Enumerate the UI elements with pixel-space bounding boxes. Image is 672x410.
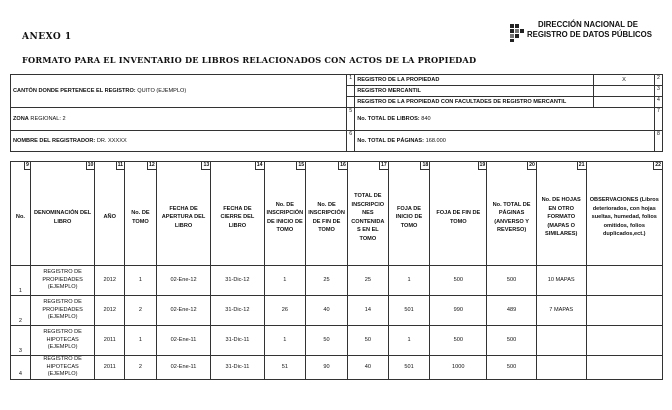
table-cell: 500 — [487, 326, 537, 356]
total-libros-value: 840 — [421, 116, 431, 122]
table-row — [11, 296, 663, 326]
table-cell: 31-Dic-11 — [211, 326, 264, 356]
logo-icon — [510, 24, 526, 42]
column-header — [125, 162, 157, 266]
table-cell — [536, 326, 586, 356]
table-cell: REGISTRO DE HIPOTECAS (EJEMPLO) — [30, 326, 95, 356]
table-row — [11, 356, 663, 380]
column-label: No. DE TOMO — [131, 210, 150, 225]
table-cell: 990 — [430, 296, 487, 326]
logo-line-1: DIRECCIÓN NACIONAL DE — [538, 20, 638, 29]
logo — [510, 20, 660, 48]
column-label: No. DE HOJAS EN OTRO FORMATO (MAPAS O SIMILARES) — [541, 197, 581, 238]
column-header — [11, 162, 31, 266]
table-cell: 40 — [306, 296, 348, 326]
column-header — [211, 162, 264, 266]
column-header — [306, 162, 348, 266]
canton-label: CANTÓN DONDE PERTENECE EL REGISTRO: — [13, 88, 136, 94]
field-number: 7 — [654, 108, 662, 131]
nombre-value: DR. XXXXX — [96, 138, 127, 144]
table-row — [11, 326, 663, 356]
column-label: OBSERVACIONES (Libros deteriorados, con hojas sueltas, humedad, folios omitidos, folios duplicados,ect.) — [589, 197, 659, 238]
table-cell: 4 — [11, 356, 31, 380]
reg-propiedad-mark: X — [594, 75, 655, 86]
field-number: 8 — [654, 131, 662, 152]
field-number: 6 — [347, 131, 355, 152]
annex-label: ANEXO 1 — [22, 32, 72, 42]
nombre-label: NOMBRE DEL REGISTRADOR: — [13, 138, 96, 144]
column-header — [388, 162, 429, 266]
column-number: 12 — [149, 162, 155, 168]
column-header — [586, 162, 662, 266]
table-cell: 50 — [347, 326, 388, 356]
column-number: 15 — [298, 162, 305, 168]
table-cell — [586, 266, 662, 296]
canton-cell — [11, 75, 347, 108]
table-cell: 500 — [430, 266, 487, 296]
table-cell: REGISTRO DE PROPIEDADES (EJEMPLO) — [30, 296, 95, 326]
table-cell: 1 — [125, 266, 157, 296]
table-cell: 25 — [347, 266, 388, 296]
reg-mercantil-mark — [594, 86, 655, 97]
total-paginas-cell — [355, 131, 655, 152]
table-cell: 2011 — [95, 326, 125, 356]
table-cell: 2 — [11, 296, 31, 326]
column-header — [156, 162, 210, 266]
table-cell: 501 — [388, 296, 429, 326]
column-number: 19 — [479, 162, 486, 168]
field-number: 2 — [654, 75, 662, 86]
table-cell: 2012 — [95, 266, 125, 296]
table-cell — [586, 296, 662, 326]
column-number: 18 — [422, 162, 429, 168]
table-cell: 25 — [306, 266, 348, 296]
table-cell: 90 — [306, 356, 348, 380]
column-header — [347, 162, 388, 266]
column-number: 16 — [340, 162, 346, 168]
column-number: 20 — [529, 162, 535, 168]
table-cell: 1 — [11, 266, 31, 296]
table-cell: 2012 — [95, 296, 125, 326]
document-title: FORMATO PARA EL INVENTARIO DE LIBROS RELACIONADOS CON ACTOS DE LA PROPIEDAD — [22, 55, 477, 65]
table-cell: 2 — [125, 296, 157, 326]
table-cell: 501 — [388, 356, 429, 380]
header-info-table — [10, 74, 663, 152]
column-number: 22 — [655, 162, 661, 168]
table-cell: 1000 — [430, 356, 487, 380]
table-cell: 26 — [264, 296, 306, 326]
column-number: 10 — [87, 162, 94, 168]
table-cell: 02-Ene-11 — [156, 356, 210, 380]
inventory-table — [10, 161, 663, 380]
total-paginas-value: 168.000 — [425, 138, 446, 144]
table-cell: 31-Dic-12 — [211, 296, 264, 326]
column-header — [264, 162, 306, 266]
table-header-row — [11, 162, 663, 266]
table-cell: 51 — [264, 356, 306, 380]
table-cell: 7 MAPAS — [536, 296, 586, 326]
table-cell: 1 — [388, 266, 429, 296]
column-label: FOJA DE FIN DE TOMO — [436, 210, 481, 225]
column-label: FECHA DE APERTURA DEL LIBRO — [161, 205, 206, 229]
zona-label: ZONA — [13, 116, 29, 122]
column-label: FECHA DE CIERRE DEL LIBRO — [220, 205, 255, 229]
table-cell: REGISTRO DE PROPIEDADES (EJEMPLO) — [30, 266, 95, 296]
column-header — [95, 162, 125, 266]
table-cell: 31-Dic-12 — [211, 266, 264, 296]
canton-value: QUITO (EJEMPLO) — [137, 88, 187, 94]
column-number: 14 — [256, 162, 263, 168]
column-header — [536, 162, 586, 266]
column-label: AÑO — [103, 214, 116, 221]
table-cell — [586, 356, 662, 380]
column-number: 17 — [381, 162, 387, 168]
column-number: 21 — [578, 162, 585, 168]
field-number: 3 — [654, 86, 662, 97]
table-cell: 40 — [347, 356, 388, 380]
table-cell: 500 — [430, 326, 487, 356]
column-header — [487, 162, 537, 266]
table-cell: 1 — [388, 326, 429, 356]
table-cell: 1 — [264, 266, 306, 296]
table-cell: 50 — [306, 326, 348, 356]
table-cell: 3 — [11, 326, 31, 356]
table-cell: 500 — [487, 266, 537, 296]
table-cell: 489 — [487, 296, 537, 326]
field-number: 4 — [654, 97, 662, 108]
table-cell: 1 — [125, 326, 157, 356]
column-header — [430, 162, 487, 266]
total-libros-label: No. TOTAL DE LIBROS: — [357, 116, 420, 122]
table-cell: 2 — [125, 356, 157, 380]
column-label: No. DE INSCRIPCIÓN DE FIN DE TOMO — [308, 201, 345, 233]
column-label: DENOMINACIÓN DEL LIBRO — [34, 210, 92, 225]
zona-value: REGIONAL: 2 — [30, 116, 66, 122]
column-label: No. — [15, 214, 25, 221]
table-cell: 2011 — [95, 356, 125, 380]
column-label: No. TOTAL DE PÁGINAS (ANVERSO Y REVERSO) — [492, 201, 531, 233]
zona-cell — [11, 108, 347, 131]
reg-mercantil-label: REGISTRO MERCANTIL — [355, 86, 594, 97]
table-cell: 02-Ene-12 — [156, 266, 210, 296]
table-cell: 1 — [264, 326, 306, 356]
column-number: 13 — [203, 162, 210, 168]
column-number: 9 — [25, 162, 29, 168]
column-label: FOJA DE INICIO DE TOMO — [395, 205, 423, 229]
column-number: 11 — [117, 162, 124, 168]
table-cell: 02-Ene-12 — [156, 296, 210, 326]
table-cell: 500 — [487, 356, 537, 380]
column-label: TOTAL DE INSCRIPCIO NES CONTENIDA S EN EL TOMO — [351, 193, 385, 242]
table-cell — [586, 326, 662, 356]
column-header — [30, 162, 95, 266]
table-cell: 14 — [347, 296, 388, 326]
total-paginas-label: No. TOTAL DE PÁGINAS: — [357, 138, 425, 144]
table-cell: 31-Dic-11 — [211, 356, 264, 380]
reg-propiedad-label: REGISTRO DE LA PROPIEDAD — [355, 75, 594, 86]
reg-facultades-mark — [594, 97, 655, 108]
table-cell: REGISTRO DE HIPOTECAS (EJEMPLO) — [30, 356, 95, 380]
total-libros-cell — [355, 108, 655, 131]
column-label: No. DE INSCRIPCIÓN DE INICIO DE TOMO — [266, 201, 304, 233]
table-row — [11, 266, 663, 296]
field-number: 1 — [347, 75, 355, 86]
logo-line-2: REGISTRO DE DATOS PÚBLICOS — [527, 30, 652, 39]
table-cell — [536, 356, 586, 380]
reg-facultades-label: REGISTRO DE LA PROPIEDAD CON FACULTADES DE REGISTRO MERCANTIL — [355, 97, 594, 108]
field-number: 5 — [347, 108, 355, 131]
nombre-cell — [11, 131, 347, 152]
table-cell: 02-Ene-11 — [156, 326, 210, 356]
table-cell: 10 MAPAS — [536, 266, 586, 296]
